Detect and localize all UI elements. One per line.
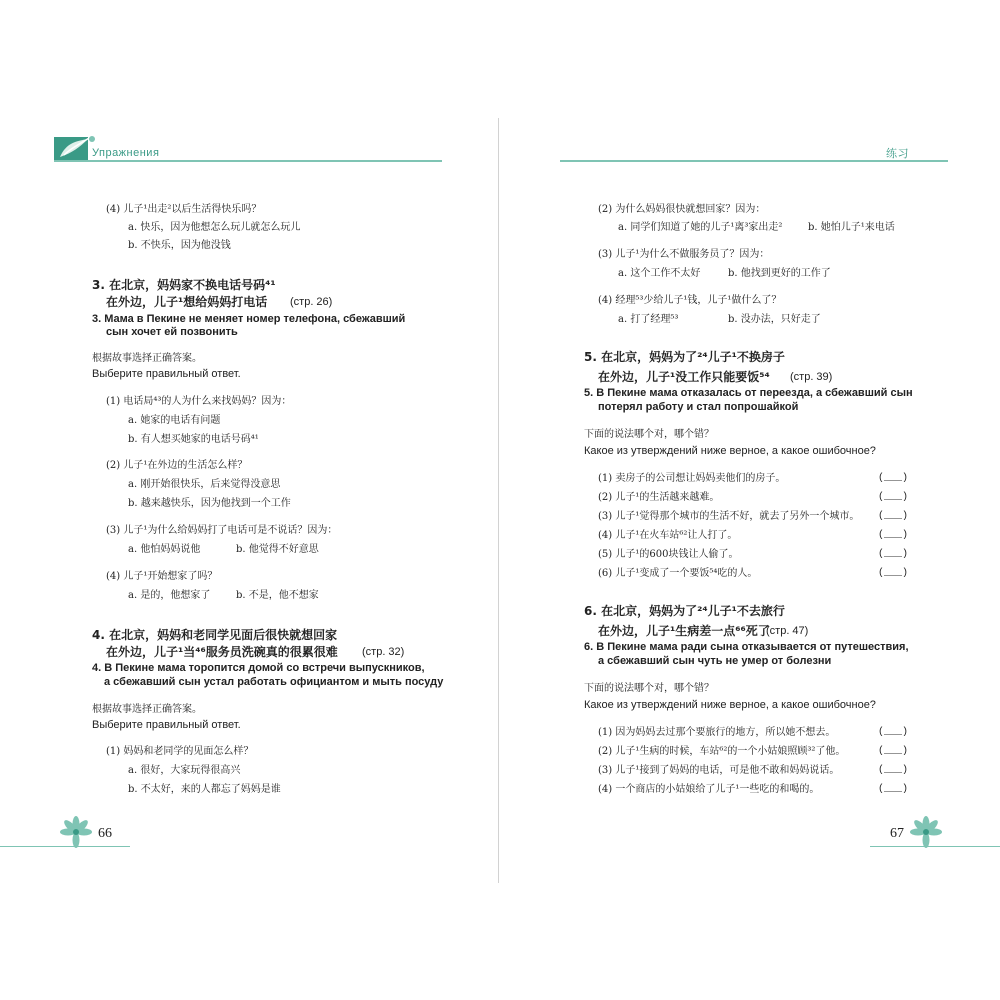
answer-blank[interactable]: (___)	[878, 784, 909, 795]
instruction-ru: Какое из утверждений ниже верное, а какое ошибочное?	[584, 445, 876, 457]
instruction-zh: 下面的说法哪个对，哪个错？	[584, 429, 714, 440]
section-title-ru: 3. Мама в Пекине не меняет номер телефона, сбежавший	[92, 313, 406, 325]
section-title-zh: 5. 在北京，妈妈为了²⁴儿子¹不换房子	[584, 350, 785, 364]
footer-rule-right	[870, 846, 1000, 847]
answer-option: b. 有人想买她家的电话号码⁴¹	[128, 434, 259, 445]
statement-text: (3) 儿子¹接到了妈妈的电话，可是他不敢和妈妈说话。	[598, 765, 840, 776]
page-header-right: 练习	[886, 148, 909, 160]
question-text: (3) 儿子¹为什么不做服务员了？因为：	[598, 249, 770, 260]
answer-option: a. 刚开始很快乐，后来觉得没意思	[128, 479, 281, 490]
section-title-ru: потерял работу и стал попрошайкой	[598, 401, 799, 413]
answer-blank[interactable]: (___)	[878, 530, 909, 541]
statement-text: (2) 儿子¹的生活越来越难。	[598, 492, 720, 503]
answer-blank[interactable]: (___)	[878, 568, 909, 579]
answer-option: b. 不是，他不想家	[236, 590, 319, 601]
answer-option: b. 越来越快乐，因为他找到一个工作	[128, 498, 291, 509]
section-title-ru: а сбежавший сын чуть не умер от болезни	[598, 655, 832, 667]
answer-blank[interactable]: (___)	[878, 473, 909, 484]
instruction-zh: 下面的说法哪个对，哪个错？	[584, 683, 714, 694]
answer-option: b. 她怕儿子¹来电话	[808, 222, 895, 233]
page-header-left: Упражнения	[92, 147, 160, 159]
flower-icon	[60, 816, 92, 848]
answer-option: a. 打了经理⁵³	[618, 314, 679, 325]
statement-text: (2) 儿子¹生病的时候，车站⁶²的一个小姑娘照顾³²了他。	[598, 746, 846, 757]
answer-blank[interactable]: (___)	[878, 746, 909, 757]
section-title-zh: 在外边，儿子¹没工作只能要饭⁵⁴	[598, 370, 770, 384]
statement-text: (4) 儿子¹在火车站⁶²让人打了。	[598, 530, 738, 541]
question-text: (2) 为什么妈妈很快就想回家？因为：	[598, 204, 766, 215]
page-number-right: 67	[890, 826, 904, 841]
section-title-ru: а сбежавший сын устал работать официантом и мыть посуду	[104, 676, 444, 688]
page-reference: (стр. 39)	[790, 371, 833, 383]
question-text: (1) 电话局⁴³的人为什么来找妈妈？因为：	[106, 396, 292, 407]
section-title-zh: 3. 在北京，妈妈家不换电话号码⁴¹	[92, 278, 276, 292]
question-text: (2) 儿子¹在外边的生活怎么样？	[106, 460, 248, 471]
section-title-ru: 4. В Пекине мама торопится домой со встречи выпускников,	[92, 662, 425, 674]
section-title-ru: 6. В Пекине мама ради сына отказывается от путешествия,	[584, 641, 909, 653]
answer-blank[interactable]: (___)	[878, 492, 909, 503]
answer-blank[interactable]: (___)	[878, 511, 909, 522]
answer-option: b. 没办法，只好走了	[728, 314, 821, 325]
page-reference: (стр. 32)	[362, 646, 405, 658]
flower-icon	[910, 816, 942, 848]
question-text: (1) 妈妈和老同学的见面怎么样？	[106, 746, 254, 757]
question-text: (3) 儿子¹为什么给妈妈打了电话可是不说话？因为：	[106, 525, 338, 536]
statement-text: (1) 卖房子的公司想让妈妈卖他们的房子。	[598, 473, 786, 484]
footer-rule-left	[0, 846, 130, 847]
statement-text: (5) 儿子¹的600块钱让人偷了。	[598, 549, 739, 560]
statement-text: (4) 一个商店的小姑娘给了儿子¹一些吃的和喝的。	[598, 784, 820, 795]
answer-option: a. 他怕妈妈说他	[128, 544, 201, 555]
answer-option: a. 她家的电话有问题	[128, 415, 221, 426]
answer-option: a. 快乐，因为他想怎么玩儿就怎么玩儿	[128, 222, 301, 233]
question-text: (4) 儿子¹出走²以后生活得快乐吗？	[106, 204, 262, 215]
answer-option: a. 这个工作不太好	[618, 268, 701, 279]
statement-text: (1) 因为妈妈去过那个要旅行的地方，所以她不想去。	[598, 727, 836, 738]
section-title-zh: 在外边，儿子¹当⁴⁶服务员洗碗真的很累很难	[106, 645, 338, 659]
question-text: (4) 经理⁵³少给儿子¹钱，儿子¹做什么了？	[598, 295, 782, 306]
page-reference: (стр. 47)	[766, 625, 809, 637]
page-gutter	[498, 118, 499, 883]
answer-blank[interactable]: (___)	[878, 727, 909, 738]
answer-option: b. 他找到更好的工作了	[728, 268, 831, 279]
instruction-zh: 根据故事选择正确答案。	[92, 353, 202, 364]
answer-option: b. 不太好，来的人都忘了妈妈是谁	[128, 784, 281, 795]
header-rule-left	[54, 160, 442, 162]
page-reference: (стр. 26)	[290, 296, 333, 308]
statement-text: (3) 儿子¹觉得那个城市的生活不好，就去了另外一个城市。	[598, 511, 860, 522]
instruction-zh: 根据故事选择正确答案。	[92, 704, 202, 715]
answer-option: a. 同学们知道了她的儿子¹离³家出走²	[618, 222, 783, 233]
instruction-ru: Выберите правильный ответ.	[92, 368, 241, 380]
answer-blank[interactable]: (___)	[878, 549, 909, 560]
answer-option: a. 很好，大家玩得很高兴	[128, 765, 241, 776]
section-title-zh: 在外边，儿子¹想给妈妈打电话	[106, 295, 268, 309]
statement-text: (6) 儿子¹变成了一个要饭⁵⁴吃的人。	[598, 568, 758, 579]
answer-option: b. 他觉得不好意思	[236, 544, 319, 555]
instruction-ru: Выберите правильный ответ.	[92, 719, 241, 731]
page-number-left: 66	[98, 826, 112, 841]
answer-blank[interactable]: (___)	[878, 765, 909, 776]
answer-option: a. 是的，他想家了	[128, 590, 211, 601]
section-title-ru: сын хочет ей позвонить	[106, 326, 238, 338]
answer-option: b. 不快乐，因为他没钱	[128, 240, 231, 251]
question-text: (4) 儿子¹开始想家了吗？	[106, 571, 218, 582]
section-title-zh: 4. 在北京，妈妈和老同学见面后很快就想回家	[92, 628, 338, 642]
section-title-ru: 5. В Пекине мама отказалась от переезда, а сбежавший сын	[584, 387, 913, 399]
instruction-ru: Какое из утверждений ниже верное, а какое ошибочное?	[584, 699, 876, 711]
section-title-zh: 6. 在北京，妈妈为了²⁴儿子¹不去旅行	[584, 604, 785, 618]
section-title-zh: 在外边，儿子¹生病差一点⁶⁶死了	[598, 624, 770, 638]
